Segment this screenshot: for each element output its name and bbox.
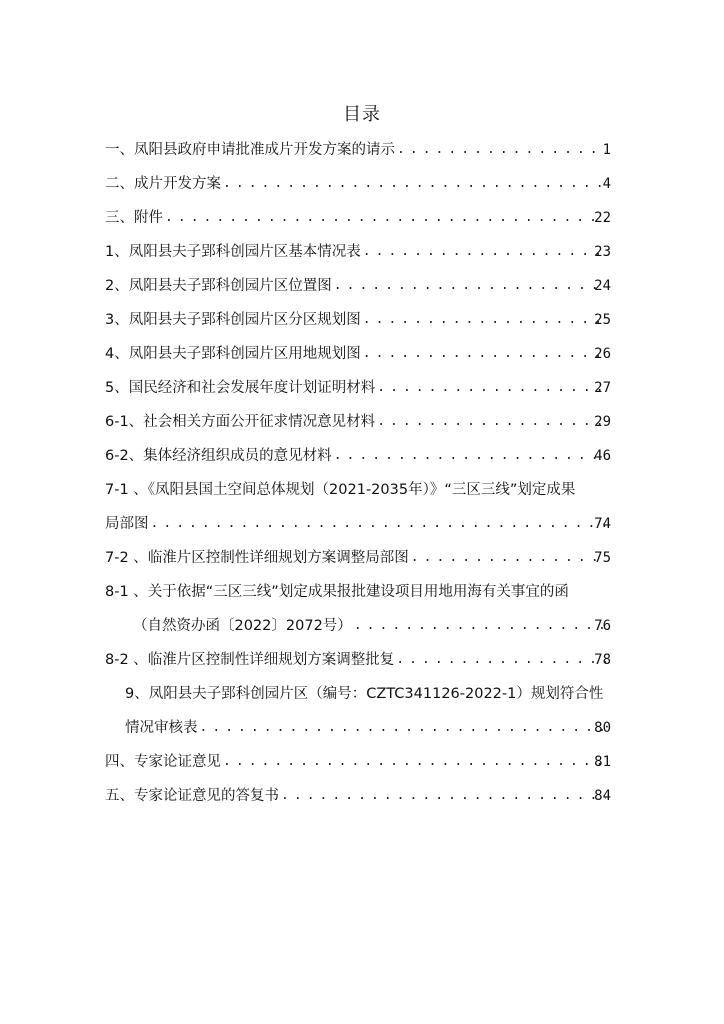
toc-entry <box>0 575 724 609</box>
dot-leader <box>165 201 606 235</box>
toc-entry-page: 22 <box>594 210 611 226</box>
toc-entry <box>0 201 724 235</box>
toc-entry-label: 二、成片开发方案 <box>105 176 221 192</box>
toc-entry-label: 情况审核表 <box>125 720 198 736</box>
toc-entry-label: 局部图 <box>105 516 149 532</box>
dot-leader <box>223 745 606 779</box>
toc-entry-label: 8-1 、关于依据“三区三线”划定成果报批建设项目用地用海有关事宜的函 <box>105 584 569 600</box>
toc-entry <box>0 371 724 405</box>
dot-leader <box>363 235 606 269</box>
toc-entry-page: 29 <box>594 414 611 430</box>
dot-leader <box>397 133 606 167</box>
toc-entry-label: 1、凤阳县夫子郢科创园片区基本情况表 <box>105 244 361 260</box>
dot-leader <box>363 337 606 371</box>
toc-entry <box>0 133 724 167</box>
toc-entry-label: 6-1、社会相关方面公开征求情况意见材料 <box>105 414 376 430</box>
toc-entry-page: 81 <box>594 754 611 770</box>
toc-entry-page: 78 <box>594 652 611 668</box>
dot-leader <box>281 779 606 813</box>
toc-entry <box>0 745 724 779</box>
dot-leader <box>334 269 606 303</box>
dot-leader <box>411 541 606 575</box>
toc-entry-page: 80 <box>594 720 611 736</box>
toc-entry <box>0 269 724 303</box>
dot-leader <box>377 405 606 439</box>
toc-entry <box>0 439 724 473</box>
toc-entry-page: 46 <box>594 448 611 464</box>
toc-entry-continuation <box>0 609 724 643</box>
toc-entry-page: 23 <box>594 244 611 260</box>
toc-entry-page: 25 <box>594 312 611 328</box>
toc-entry-label: 8-2 、临淮片区控制性详细规划方案调整批复 <box>105 652 395 668</box>
toc-entry-label: 7-2 、临淮片区控制性详细规划方案调整局部图 <box>105 550 409 566</box>
dot-leader <box>223 167 606 201</box>
toc-entry-label: 7-1 、《凤阳县国土空间总体规划（2021-2035年）》“三区三线”划定成果 <box>105 482 576 498</box>
toc-entry <box>0 643 724 677</box>
toc-entry-label: 3、凤阳县夫子郢科创园片区分区规划图 <box>105 312 361 328</box>
toc-entry-label: 一、凤阳县政府申请批准成片开发方案的请示 <box>105 142 395 158</box>
toc-entry-continuation <box>0 507 724 541</box>
toc-entry-page: 26 <box>594 346 611 362</box>
toc-entry-label: （自然资办函〔2022〕2072号） <box>133 618 352 634</box>
toc-entry <box>0 303 724 337</box>
toc-entry-label: 三、附件 <box>105 210 163 226</box>
dot-leader <box>151 507 607 541</box>
toc-entry-page: 24 <box>594 278 611 294</box>
toc-entry-page: 84 <box>594 788 611 804</box>
dot-leader <box>200 711 607 745</box>
toc-entry <box>0 405 724 439</box>
toc-entry-page: 4 <box>602 176 611 192</box>
dot-leader <box>396 643 606 677</box>
toc-entry <box>0 779 724 813</box>
dot-leader <box>363 303 606 337</box>
toc-title: 目录 <box>343 104 381 125</box>
toc-entry-label: 五、专家论证意见的答复书 <box>105 788 279 804</box>
dot-leader <box>377 371 606 405</box>
toc-entry-label: 9、凤阳县夫子郢科创园片区（编号：CZTC341126-2022-1）规划符合性 <box>125 686 604 702</box>
dot-leader <box>354 609 606 643</box>
toc-entry <box>0 235 724 269</box>
toc-entry-page: 1 <box>602 142 611 158</box>
toc-entry-page: 27 <box>594 380 611 396</box>
toc-entry-label: 四、专家论证意见 <box>105 754 221 770</box>
toc-entry-label: 2、凤阳县夫子郢科创园片区位置图 <box>105 278 332 294</box>
toc-entry-label: 6-2、集体经济组织成员的意见材料 <box>105 448 332 464</box>
toc-list <box>0 133 724 813</box>
toc-entry-continuation <box>0 711 724 745</box>
dot-leader <box>334 439 606 473</box>
toc-entry <box>0 677 724 711</box>
toc-entry <box>0 473 724 507</box>
toc-entry <box>0 541 724 575</box>
toc-entry-page: 74 <box>594 516 611 532</box>
toc-entry <box>0 337 724 371</box>
toc-entry-label: 5、国民经济和社会发展年度计划证明材料 <box>105 380 376 396</box>
toc-entry-page: 76 <box>594 618 611 634</box>
toc-entry-page: 75 <box>594 550 611 566</box>
toc-entry-label: 4、凤阳县夫子郢科创园片区用地规划图 <box>105 346 361 362</box>
toc-entry <box>0 167 724 201</box>
